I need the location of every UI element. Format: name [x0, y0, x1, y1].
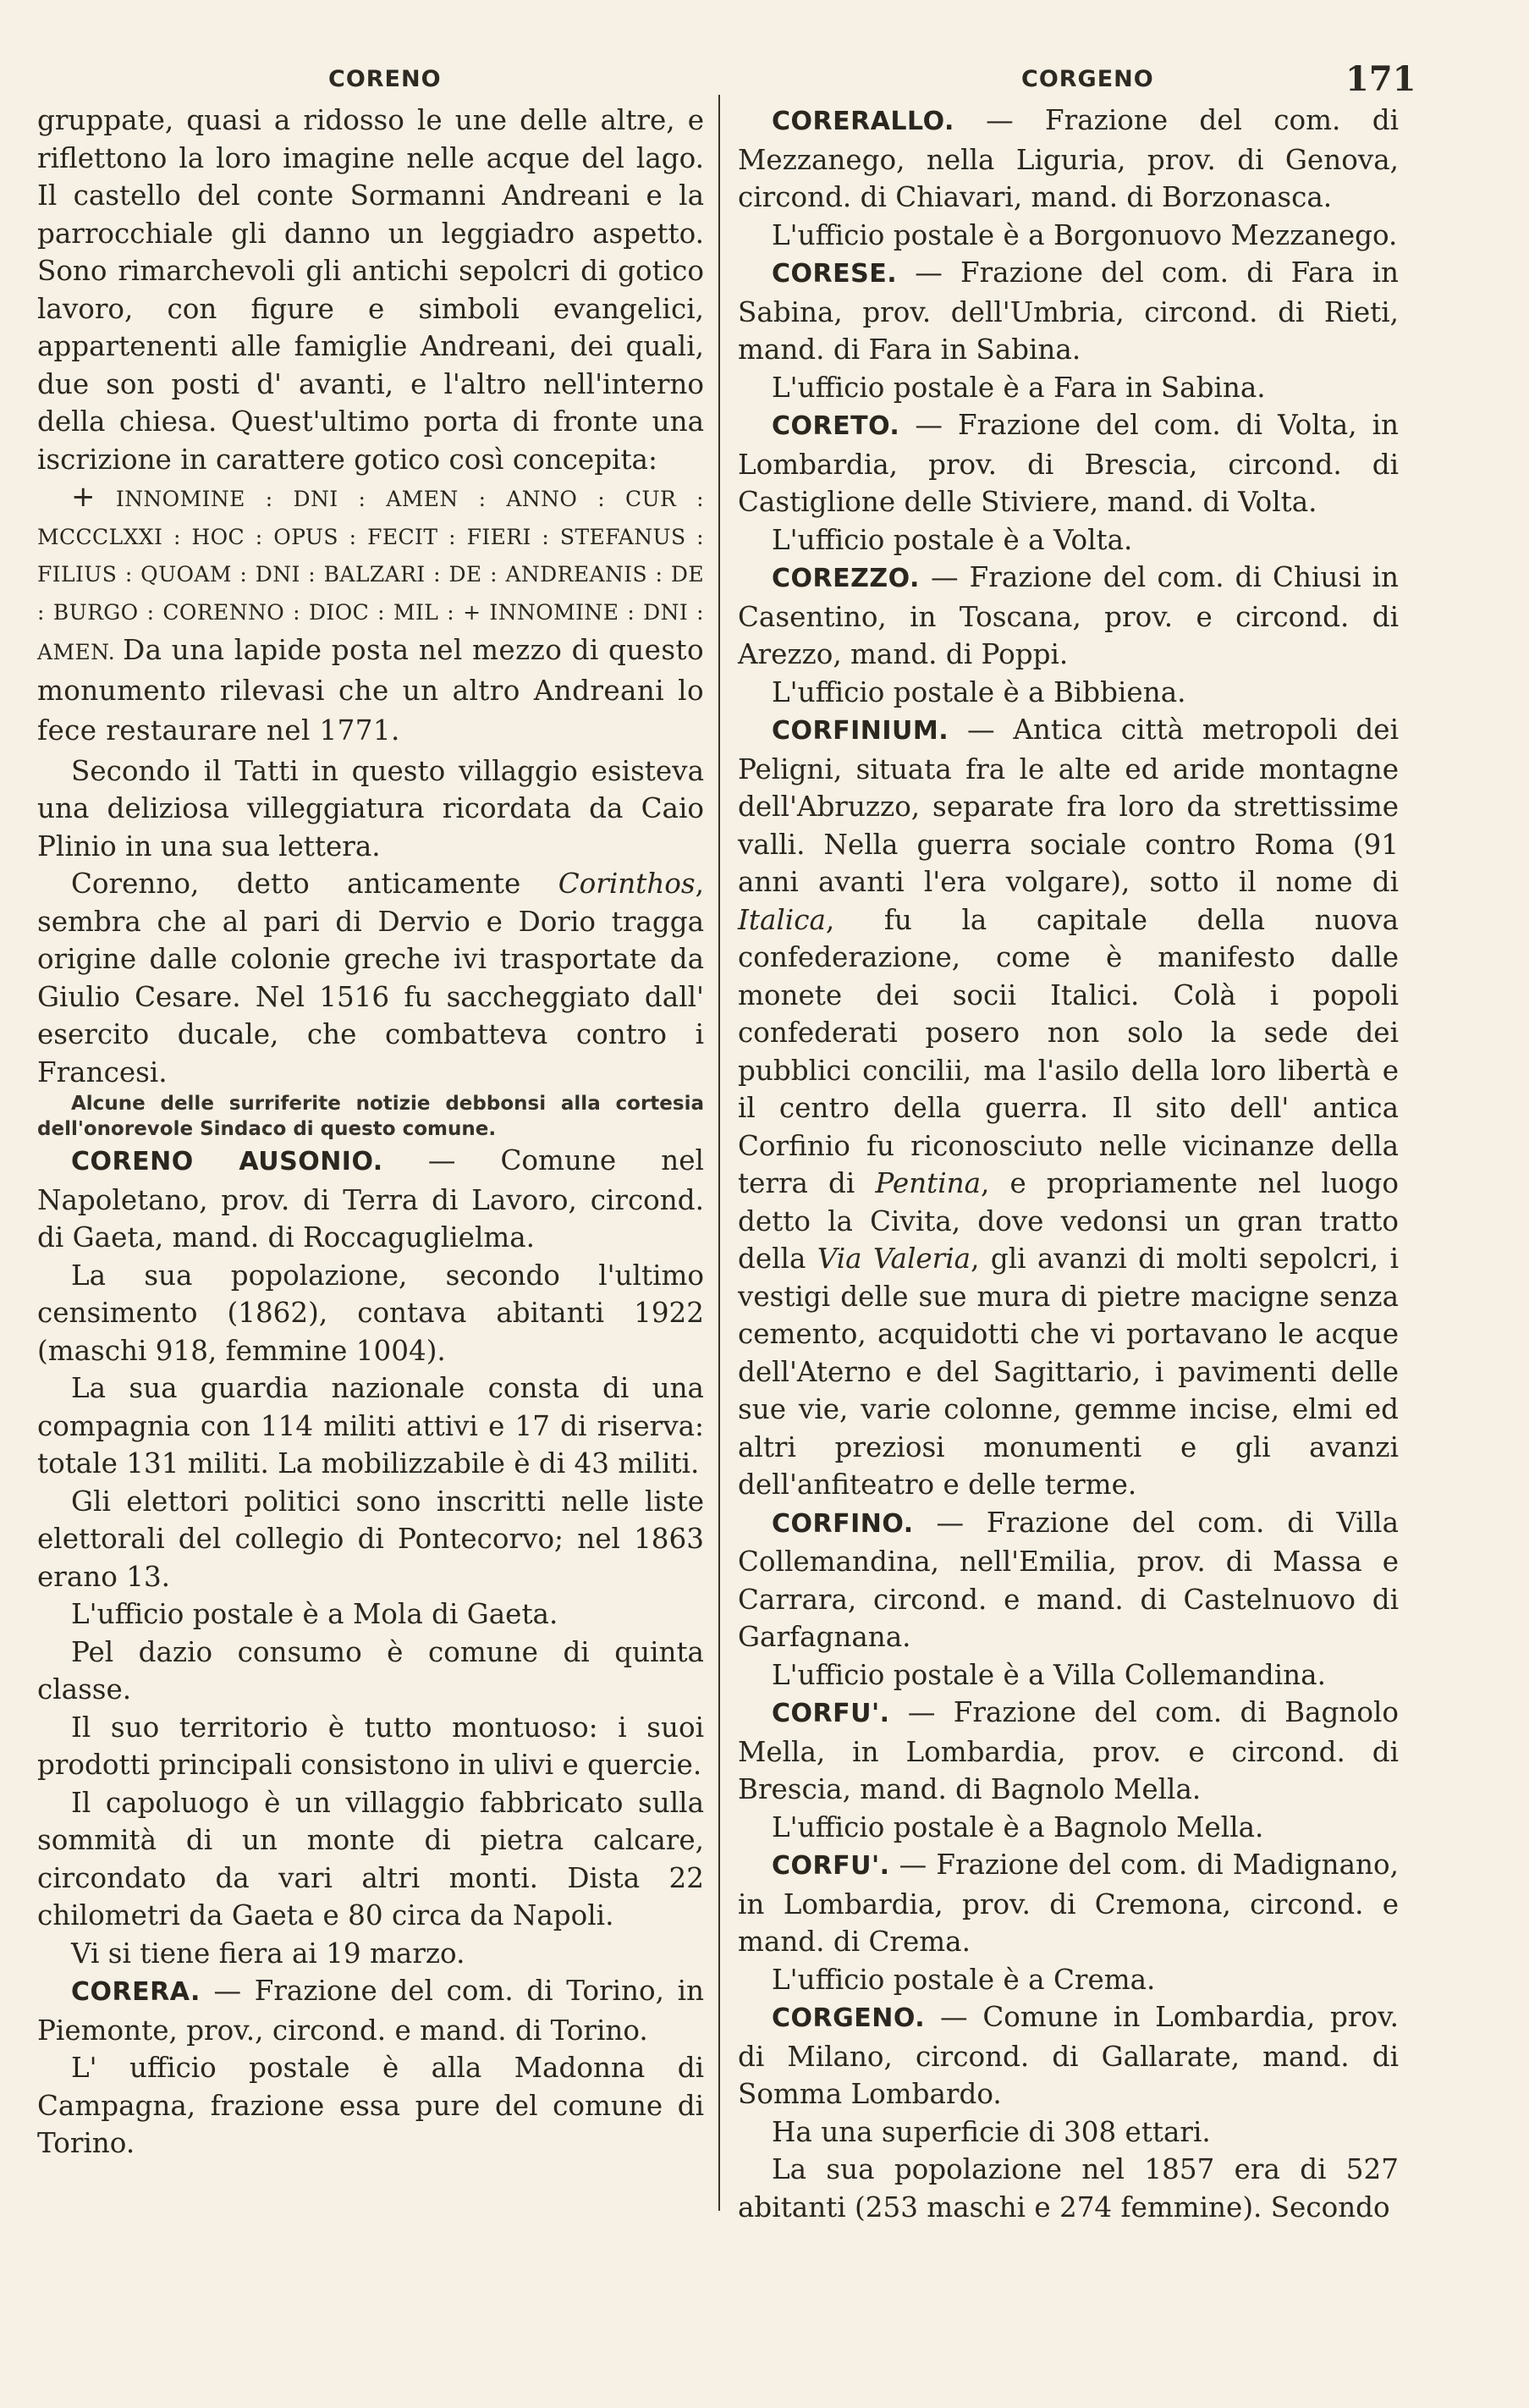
entry-corfu-bagnolo — [738, 1694, 1399, 1809]
entry-text: — Frazione del com. di Torino, in Piemonte, prov., circond. e mand. di Torino. — [37, 1975, 704, 2047]
paragraph: L'ufficio postale è a Bibbiena. — [772, 675, 1186, 708]
paragraph: L'ufficio postale è a Volta. — [772, 523, 1133, 556]
running-head-left: CORENO — [328, 66, 442, 92]
entry-corgeno — [738, 1998, 1399, 2113]
column-divider — [718, 95, 720, 2211]
text-run: , gli avanzi di molti sepolcri, i vestigi delle sue mura di pietre macigne senza cemento, acquidotti che vi portavano le acque dell'Aterno e del Sagittario, i pavimenti delle sue vie, varie colonne, gemme incise, elmi ed altri preziosi monumenti e gli avanzi dell'anfiteatro e delle terme. — [738, 1243, 1399, 1501]
entry-text: — Comune in Lombardia, prov. di Milano, circond. di Gallarate, mand. di Somma Lombardo. — [738, 2001, 1399, 2110]
paragraph: L'ufficio postale è a Borgonuovo Mezzanego. — [772, 218, 1398, 251]
left-column — [37, 102, 704, 2163]
text-run: , e propriamente nel luogo detto la Civita, dove vedonsi un gran tratto della — [738, 1167, 1399, 1275]
footnote: Alcune delle surriferite notizie debbonsi alla cortesia dell'onorevole Sindaco di questo comune. — [37, 1093, 704, 1140]
text-run: , sembra che al pari di Dervio e Dorio tragga origine dalle colonie greche ivi trasportate da Giulio Cesare. Nel 1516 fu saccheggiato dall' esercito ducale, che combatteva contro i Francesi. — [37, 868, 704, 1088]
paragraph: L'ufficio postale è a Fara in Sabina. — [772, 371, 1266, 404]
entry-corera — [37, 1972, 704, 2049]
paragraph: Il capoluogo è un villaggio fabbricato sulla sommità di un monte di pietra calcare, circondato da vari altri monti. Dista 22 chilometri da Gaeta e 80 circa da Napoli. — [37, 1786, 704, 1931]
paragraph-tatti: Secondo il Tatti in questo villaggio esisteva una deliziosa villeggiatura ricordata da Caio Plinio in una sua lettera. — [37, 754, 704, 862]
paragraph: L'ufficio postale è a Bagnolo Mella. — [772, 1810, 1264, 1843]
entry-corfino — [738, 1504, 1399, 1656]
entry-corese — [738, 254, 1399, 369]
italic-corinthos: Corinthos — [558, 868, 696, 900]
paragraph: Pel dazio consumo è comune di quinta classe. — [37, 1635, 704, 1705]
entry-text: — Frazione del com. di Villa Collemandina, nell'Emilia, prov. di Massa e Carrara, circond. e mand. di Castelnuovo di Garfagnana. — [738, 1506, 1399, 1653]
entry-headword: CORGENO. — [772, 2003, 926, 2033]
entry-coreno-ausonio — [37, 1142, 704, 1257]
paragraph: L'ufficio postale è a Mola di Gaeta. — [71, 1598, 558, 1630]
entry-coreto — [738, 406, 1399, 521]
page-number: 171 — [1345, 59, 1416, 99]
paragraph: L'ufficio postale è a Crema. — [772, 1963, 1156, 1996]
entry-text: — Frazione del com. di Volta, in Lombardia, prov. di Brescia, circond. di Castiglione delle Stiviere, mand. di Volta. — [738, 409, 1399, 518]
paragraph-lapide: Da una lapide posta nel mezzo di questo monumento rilevasi che un altro Andreani lo fece restaurare nel 1771. — [37, 634, 704, 747]
entry-headword: CORFU'. — [772, 1851, 890, 1881]
entry-text: — Comune nel Napoletano, prov. di Terra di Lavoro, circond. di Gaeta, mand. di Roccaguglielma. — [37, 1144, 704, 1254]
running-head-right: CORGENO — [1021, 66, 1154, 92]
text-run: , fu la capitale della nuova confederazione, come è manifesto dalle monete dei socii Italici. Colà i popoli confederati posero non solo la sede dei pubblici concilii, ma l'asilo della loro libertà e il centro della guerra. Il sito dell' antica Corfinio fu riconosciuto nelle vicinanze della terra di — [738, 903, 1399, 1199]
paragraph-sepolcri: gruppate, quasi a ridosso le une delle altre, e riflettono la loro imagine nelle acque del lago. Il castello del conte Sormanni Andreani e la parrocchiale gli danno un leggiadro aspetto. Sono rimarchevoli gli antichi sepolcri di gotico lavoro, con figure e simboli evangelici, appartenenti alle famiglie Andreani, dei quali, due son posti d' avanti, e l'altro nell'interno della chiesa. Quest'ultimo porta di fronte una iscrizione in carattere gotico così concepita: — [37, 104, 704, 476]
paragraph: Gli elettori politici sono inscritti nelle liste elettorali del collegio di Pontecorvo; nel 1863 erano 13. — [37, 1485, 704, 1593]
paragraph: Ha una superficie di 308 ettari. — [772, 2115, 1211, 2148]
entry-headword: CORESE. — [772, 259, 898, 289]
entry-corfinium — [738, 711, 1399, 1504]
gothic-inscription — [37, 478, 704, 752]
entry-text: — Frazione del com. di Fara in Sabina, prov. dell'Umbria, circond. di Rieti, mand. di Fara in Sabina. — [738, 256, 1399, 366]
paragraph: Il suo territorio è tutto montuoso: i suoi prodotti principali consistono in ulivi e quercie. — [37, 1711, 704, 1781]
paragraph-corinthos — [37, 865, 704, 1091]
entry-headword: CORFINO. — [772, 1508, 914, 1539]
paragraph: La sua popolazione, secondo l'ultimo censimento (1862), contava abitanti 1922 (maschi 918, femmine 1004). — [37, 1259, 704, 1367]
italic-via-valeria: Via Valeria — [817, 1243, 971, 1275]
paragraph: La sua guardia nazionale consta di una compagnia con 114 militi attivi e 17 di riserva: totale 131 militi. La mobilizzabile è di 43 militi. — [37, 1372, 704, 1480]
entry-headword: CORERA. — [71, 1977, 201, 2007]
entry-headword: CORERALLO. — [772, 107, 954, 136]
entry-headword: CORENO AUSONIO. — [71, 1147, 383, 1176]
italic-italica: Italica — [738, 903, 826, 936]
cross-symbol: + — [71, 480, 96, 514]
entry-text: — Frazione del com. di Chiusi in Casentino, in Toscana, prov. e circond. di Arezzo, mand. di Poppi. — [738, 561, 1399, 670]
paragraph: L' ufficio postale è alla Madonna di Campagna, frazione essa pure del comune di Torino. — [37, 2052, 704, 2159]
entry-corfu-madignano — [738, 1846, 1399, 1961]
entry-headword: CORFINIUM. — [772, 716, 949, 746]
entry-corerallo — [738, 102, 1399, 217]
entry-headword: COREZZO. — [772, 564, 920, 593]
entry-headword: CORETO. — [772, 411, 900, 441]
entry-headword: CORFU'. — [772, 1699, 890, 1728]
text-run: Corenno, detto anticamente — [71, 868, 558, 900]
paragraph: Vi si tiene fiera ai 19 marzo. — [71, 1937, 465, 1970]
entry-corezzo — [738, 559, 1399, 674]
paragraph: L'ufficio postale è a Villa Collemandina. — [772, 1658, 1326, 1691]
inscription-text: INNOMINE : DNI : AMEN : ANNO : CUR : MCCCLXXI : HOC : OPUS : FECIT : FIERI : STEFANUS : FILIUS : QUOAM : DNI : BALZARI : DE : ANDREANIS : DE : BURGO : CORENNO : DIOC : MIL : + INNOMINE : DNI : AMEN. — [37, 487, 704, 664]
paragraph: La sua popolazione nel 1857 era di 527 abitanti (253 maschi e 274 femmine). Secondo — [738, 2153, 1399, 2223]
entry-text: — Frazione del com. di Bagnolo Mella, in Lombardia, prov. e circond. di Brescia, mand. di Bagnolo Mella. — [738, 1696, 1399, 1805]
right-column — [738, 102, 1399, 2226]
text-run: — Antica città metropoli dei Peligni, situata fra le alte ed aride montagne dell'Abruzzo, separate fra loro da strettissime valli. Nella guerra sociale contro Roma (91 anni avanti l'era volgare), sotto il nome di — [738, 714, 1399, 898]
entry-text: — Frazione del com. di Mezzanego, nella Liguria, prov. di Genova, circond. di Chiavari, mand. di Borzonasca. — [738, 104, 1399, 213]
italic-pentina: Pentina — [875, 1167, 982, 1199]
entry-text: — Frazione del com. di Madignano, in Lombardia, prov. di Cremona, circond. e mand. di Crema. — [738, 1849, 1399, 1958]
